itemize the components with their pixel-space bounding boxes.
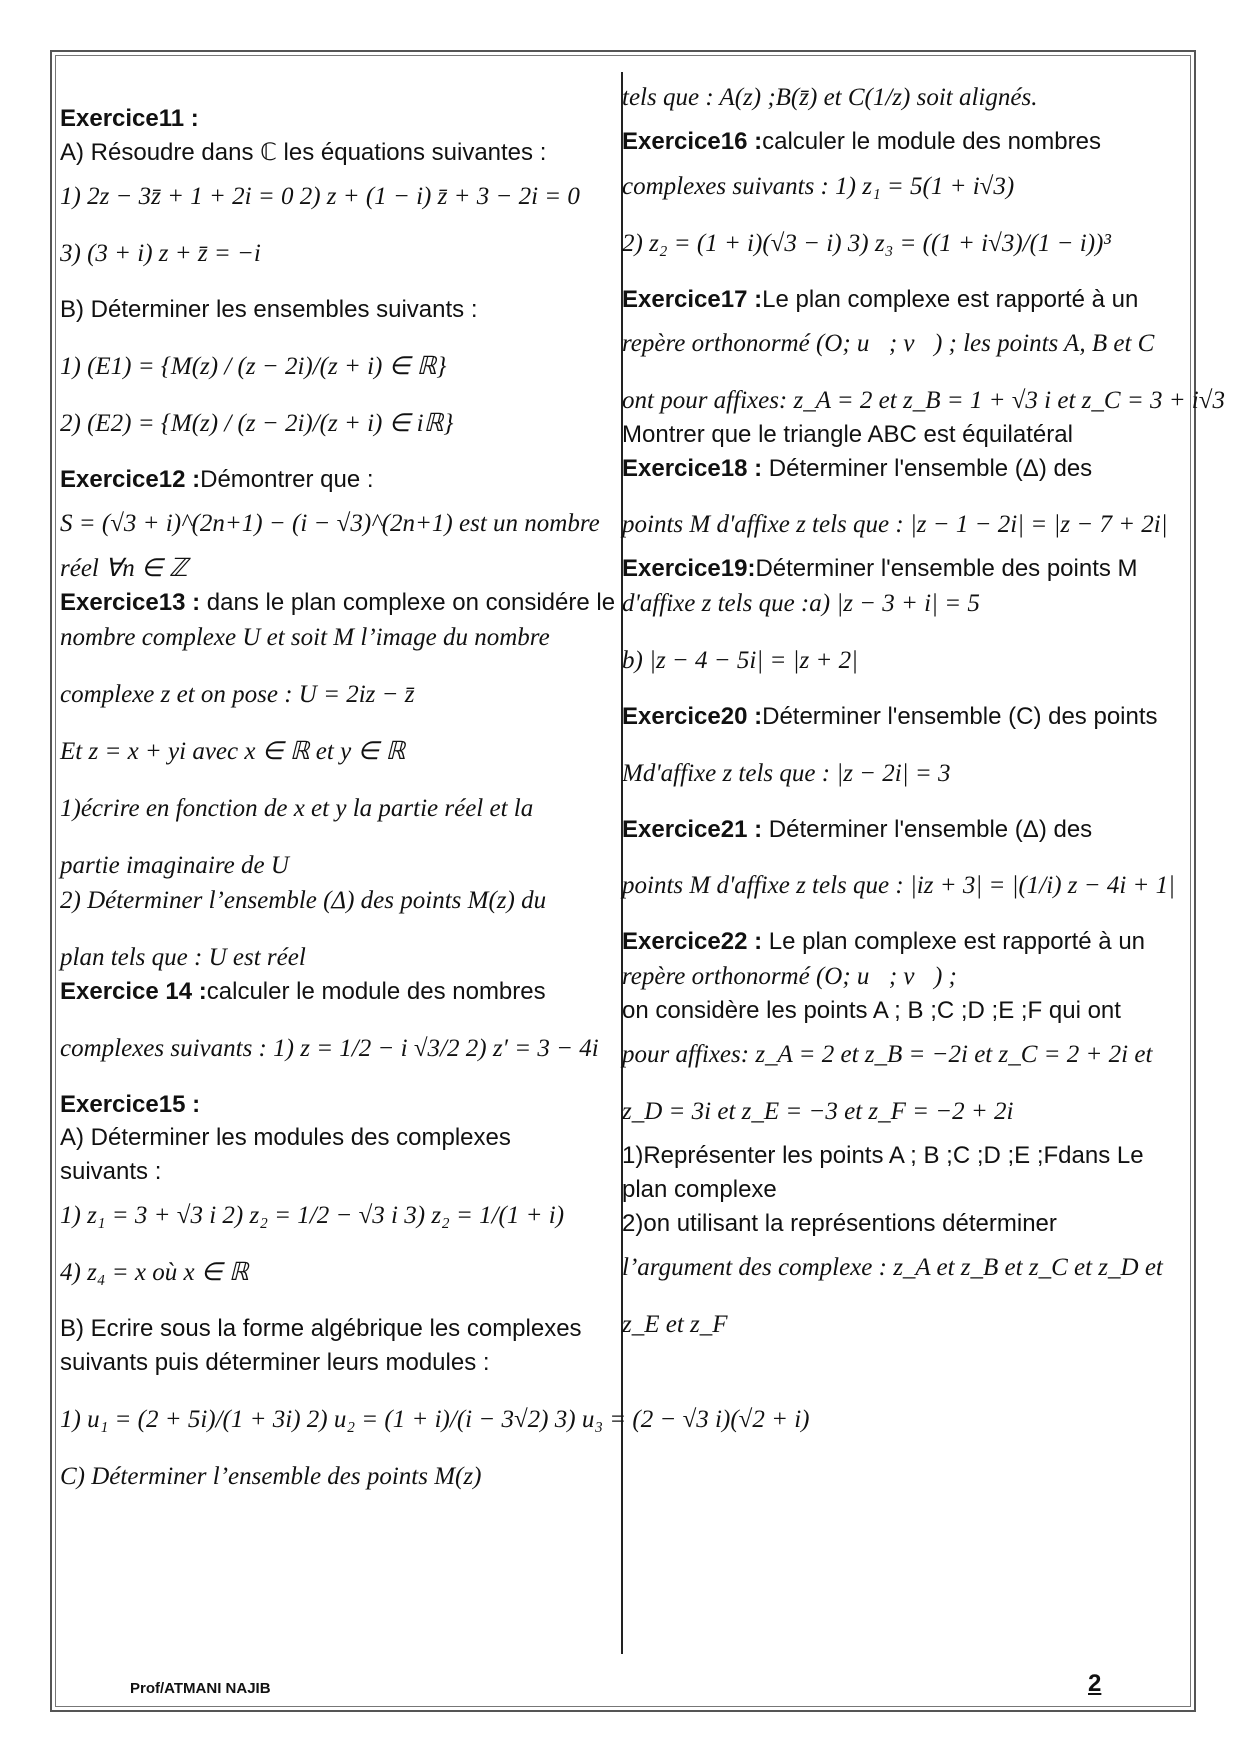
math-line (622, 169, 1182, 204)
exercise-title: Exercice13 : (60, 589, 201, 617)
exercise-instruction: Démontrer que : (200, 465, 374, 493)
exercise-title: Exercice18 : (622, 454, 763, 482)
formula: z_D = 3i et z_E = −3 et z_F = −2 + 2i (622, 1098, 1014, 1126)
math-line (60, 506, 620, 541)
exercise-instruction: Le plan complexe est rapporté à un (762, 928, 1146, 956)
math-line (60, 1255, 620, 1290)
formula: z_E et z_F (622, 1311, 728, 1339)
exercise-heading-line (622, 925, 1182, 959)
exercise-instruction: Déterminer l'ensemble (Δ) des (762, 815, 1093, 843)
exercise-heading-line (622, 813, 1182, 847)
text-line: suivants puis déterminer leurs modules : (60, 1348, 490, 1376)
math-line (60, 620, 620, 655)
exercise-title: Exercice21 : (622, 815, 763, 843)
math-line (60, 1198, 620, 1233)
math-line (60, 848, 620, 883)
formula: plan tels que : U est réel (60, 943, 306, 971)
formula: partie imaginaire de U (60, 851, 289, 879)
formula: complexes suivants : 1) z₁ = 5(1 + i√3) (622, 172, 1015, 200)
math-line (622, 326, 1182, 361)
exercise-title: Exercice 14 : (60, 977, 207, 1005)
math-line (622, 643, 1182, 678)
exercise-instruction: dans le plan complexe on considére le (200, 589, 616, 617)
exercise-heading: Exercice15 : (60, 1090, 201, 1118)
formula: complexe z et on pose : U = 2iz − z̄ (60, 680, 415, 708)
formula: tels que : A(z) ;B(z̄) et C(1/z) soit alignés. (622, 84, 1038, 111)
formula: points M d'affixe z tels que : |z − 1 − 2i| = |z − 7 + 2i| (622, 511, 1168, 539)
exercise-title: Exercice12 : (60, 465, 201, 493)
exercise-heading-line (622, 283, 1182, 317)
exercise-title: Exercice22 : (622, 928, 763, 956)
math-line (622, 507, 1182, 542)
formula: Et z = x + yi avec x ∈ ℝ et y ∈ ℝ (60, 737, 406, 765)
right-column (622, 80, 1225, 1342)
exercise-title: Exercice20 : (622, 702, 763, 730)
math-line (622, 383, 1225, 418)
math-line (622, 1094, 1182, 1129)
math-line (622, 959, 1182, 994)
math-line (60, 1402, 810, 1437)
exercise-heading-line (622, 700, 1182, 734)
exercise-heading-line (622, 125, 1182, 159)
math-line (60, 406, 620, 441)
formula: S = (√3 + i)^(2n+1) − (i − √3)^(2n+1) est un nombre (60, 510, 600, 538)
exercise-instruction: Le plan complexe est rapporté à un (762, 285, 1139, 313)
math-line (622, 226, 1182, 261)
text-line: A) Résoudre dans ℂ les équations suivantes : (60, 138, 547, 166)
text-line: on considère les points A ; B ;C ;D ;E ;F qui ont (622, 996, 1121, 1024)
formula: b) |z − 4 − 5i| = |z + 2| (622, 646, 858, 674)
exercise-instruction: Déterminer l'ensemble (Δ) des (762, 454, 1093, 482)
formula: C) Déterminer l’ensemble des points M(z) (60, 1462, 482, 1490)
formula: ont pour affixes: z_A = 2 et z_B = 1 + √3 i et z_C = 3 + i√3 (622, 387, 1225, 415)
math-line (60, 734, 620, 769)
formula: nombre complexe U et soit M l’image du nombre (60, 623, 550, 651)
formula: 2) Déterminer l’ensemble (Δ) des points M(z) du (60, 886, 547, 914)
exercise-instruction: calculer le module des nombres (762, 128, 1101, 155)
formula: repère orthonormé (O; u⃗; v⃗) ; les points A, B et C (622, 330, 1155, 358)
text-line: 2)on utilisant la représentions déterminer (622, 1209, 1057, 1237)
math-line (622, 80, 1182, 115)
exercise-heading-line (60, 975, 620, 1009)
exercise-instruction: Déterminer l'ensemble (C) des points (762, 702, 1158, 730)
text-line: B) Ecrire sous la forme algébrique les complexes (60, 1315, 582, 1343)
math-line (60, 791, 620, 826)
formula: 1) u₁ = (2 + 5i)/(1 + 3i) 2) u₂ = (1 + i)/(i − 3√2) 3) u₃ = (2 − √3 i)(√2 + i) (60, 1405, 810, 1433)
formula: l’argument des complexe : z_A et z_B et z_C et z_D et (622, 1254, 1163, 1282)
exercise-heading-line (60, 463, 620, 497)
text-line: plan complexe (622, 1175, 777, 1203)
formula: réel ∀n ∈ ℤ (60, 555, 188, 583)
exercise-instruction: Déterminer l'ensemble des points M (755, 555, 1138, 583)
math-line (60, 236, 620, 271)
formula: 1) 2z − 3z̄ + 1 + 2i = 0 2) z + (1 − i) z̄ + 3 − 2i = 0 (60, 183, 580, 211)
math-line (622, 586, 1182, 621)
page-number: 2 (1088, 1670, 1102, 1697)
formula: Md'affixe z tels que : |z − 2i| = 3 (622, 759, 951, 787)
formula: complexes suivants : 1) z = 1/2 − i √3/2 2) z′ = 3 − 4i (60, 1034, 599, 1062)
exercise-title: Exercice16 : (622, 128, 763, 155)
formula: 3) (3 + i) z + z̄ = −i (60, 240, 261, 268)
exercise-title: Exercice19: (622, 555, 756, 583)
formula: d'affixe z tels que :a) |z − 3 + i| = 5 (622, 589, 980, 617)
footer-author: Prof/ATMANI NAJIB (130, 1680, 271, 1697)
math-line (622, 1250, 1182, 1285)
text-line: B) Déterminer les ensembles suivants : (60, 296, 478, 324)
formula: 2) (E2) = {M(z) / (z − 2i)/(z + i) ∈ iℝ} (60, 409, 454, 437)
exercise-heading: Exercice11 : (60, 105, 199, 132)
math-line (60, 179, 620, 214)
math-line (622, 1307, 1182, 1342)
formula: 1) z₁ = 3 + √3 i 2) z₂ = 1/2 − √3 i 3) z₂ = 1/(1 + i) (60, 1202, 565, 1230)
math-line (60, 551, 620, 586)
exercise-instruction: calculer le module des nombres (206, 977, 546, 1005)
math-line (622, 756, 1182, 791)
formula: points M d'affixe z tels que : |iz + 3| = |(1/i) z − 4i + 1| (622, 872, 1176, 900)
exercise-title: Exercice17 : (622, 285, 763, 313)
math-line (60, 677, 620, 712)
text-line: A) Déterminer les modules des complexes (60, 1124, 511, 1152)
math-line (622, 868, 1182, 903)
formula: 1) (E1) = {M(z) / (z − 2i)/(z + i) ∈ ℝ} (60, 352, 447, 380)
exercise-heading-line (622, 452, 1182, 486)
exercise-heading-line (60, 586, 620, 620)
text-line: Montrer que le triangle ABC est équilatéral (622, 421, 1073, 449)
math-line (622, 1037, 1182, 1072)
math-line (60, 940, 620, 975)
text-line: 1)Représenter les points A ; B ;C ;D ;E ;Fdans Le (622, 1142, 1144, 1170)
formula: pour affixes: z_A = 2 et z_B = −2i et z_C = 2 + 2i et (622, 1041, 1153, 1069)
math-line (60, 1031, 620, 1066)
math-line (60, 1459, 620, 1494)
formula: 1)écrire en fonction de x et y la partie réel et la (60, 794, 534, 822)
exercise-heading-line (622, 552, 1182, 586)
formula: repère orthonormé (O; u⃗; v⃗) ; (622, 962, 957, 990)
math-line (60, 349, 620, 384)
text-line: suivants : (60, 1157, 162, 1185)
formula: 2) z₂ = (1 + i)(√3 − i) 3) z₃ = ((1 + i√3)/(1 − i))³ (622, 229, 1111, 257)
formula: 4) z₄ = x où x ∈ ℝ (60, 1259, 249, 1287)
math-line (60, 883, 620, 918)
